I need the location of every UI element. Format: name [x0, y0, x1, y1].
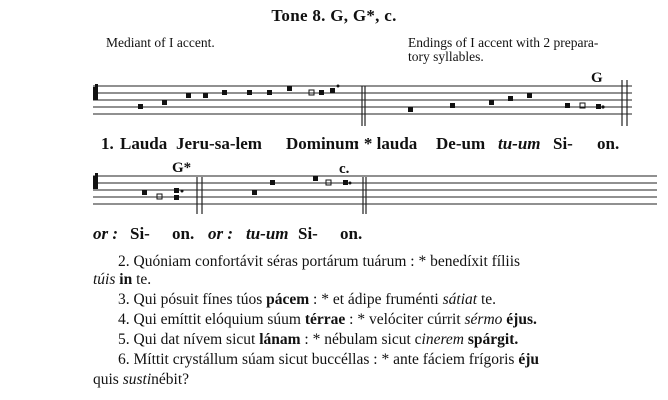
- verse-5: 5. Qui dat nívem sicut lánam : * nébulam sicut cinerem spárgit.: [118, 331, 519, 348]
- verse-6-line-1: 6. Míttit crystállum súam sicut buccéllas : * ante fáciem frígoris éju: [118, 351, 539, 368]
- ending-mark-g-star: G*: [172, 160, 192, 176]
- staff1-word-tuum: tu-um: [498, 134, 541, 153]
- staff1-number: 1.: [101, 134, 114, 153]
- staff2-or-1: or :: [93, 224, 119, 243]
- staff2-si-1: Si-: [130, 224, 150, 243]
- staff1-word-lauda-2: : * lauda: [354, 134, 418, 153]
- endings-caption-line2: tory syllables.: [408, 49, 484, 64]
- staff2-on-2: on.: [340, 224, 363, 243]
- page-title: Tone 8. G, G*, c.: [271, 6, 397, 25]
- endings-caption-line1: Endings of I accent with 2 prepara-: [408, 35, 599, 50]
- ending-mark-c: c.: [339, 161, 350, 177]
- staff1-word-jerusalem: Jeru-sa-lem: [176, 134, 262, 153]
- verse-6-line-2: quis sustinébit?: [93, 371, 190, 388]
- ending-mark-g: G: [591, 70, 603, 86]
- verse-2-line-1: 2. Quóniam confortávit séras portárum tuárum : * benedíxit fíliis: [118, 253, 521, 270]
- mediant-caption: Mediant of I accent.: [106, 35, 215, 50]
- staff2-si-2: Si-: [298, 224, 318, 243]
- staff1-word-dominum: Dominum: [286, 134, 359, 153]
- staff1-word-si: Si-: [553, 134, 573, 153]
- staff2-tuum: tu-um: [246, 224, 289, 243]
- staff1-word-deum: De-um: [436, 134, 486, 153]
- staff1-word-lauda: Lauda: [120, 134, 168, 153]
- verse-2-line-2: túis in te.: [93, 271, 152, 288]
- verse-3: 3. Qui pósuit fínes túos pácem : * et ádipe fruménti sátiat te.: [118, 291, 496, 308]
- staff2-on-1: on.: [172, 224, 195, 243]
- verse-4: 4. Qui emíttit elóquium súum térrae : * velóciter cúrrit sérmo éjus.: [118, 311, 537, 328]
- staff2-or-2: or :: [208, 224, 234, 243]
- staff1-word-on: on.: [597, 134, 620, 153]
